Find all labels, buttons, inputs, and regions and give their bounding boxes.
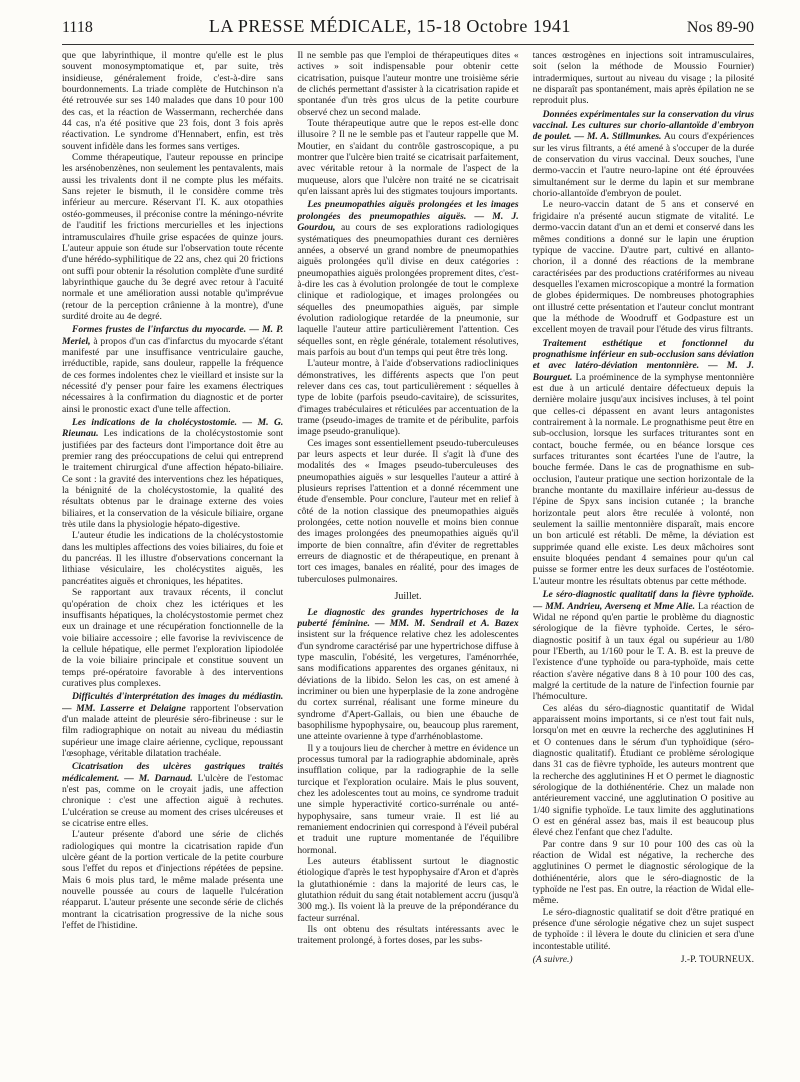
issue-number: Nos 89-90	[686, 19, 754, 36]
paragraph: Ces aléas du séro-diagnostic quantitatif de Widal apparaissent moins importants, si ce n'est tout fait nuls, lorsqu'on met en œuvre la recherche des agglutinines H et O contenues dans le sérum d'un typhoïdique (séro-diagnostic qualitatif). Étudiant ce problème sérologique dans 31 cas de fièvre typhoïde, les auteurs montrent que la recherche des agglutinines H et O permet le diagnostic sérologique de la dothiénentérie. Chez un malade non antérieurement vacciné, une agglutination O positive au 1/40 signifie typhoïde. Le taux limite des agglutinations O est en général assez bas, mais il est beaucoup plus élevé chez l'enfant que chez l'adulte.	[532, 702, 754, 839]
article-paragraph	[62, 324, 283, 415]
to-be-continued: (A suivre.)	[532, 954, 573, 966]
article-text: Les indications de la cholécystostomie sont justifiées par des facteurs dont l'importance doit être au premier rang des préoccupations de celui qui entreprend le traitement chirurgical d'une affection hépato-biliaire. Ce sont : la gravité des interventions chez les hépatiques, la bénignité de la cholécystostomie, la qualité des résultats obtenus par le drainage externe des voies biliaires, et la conservation de la vésicule biliaire, organe très utile dans la physiologie hépato-digestive.	[62, 428, 284, 531]
page-header	[62, 16, 754, 40]
article-heading: Cicatrisation des ulcères gastriques traités médicalement. — M. Darnaud.	[62, 761, 284, 784]
article-paragraph	[297, 199, 518, 358]
article-paragraph	[62, 761, 283, 829]
article-text: La réaction de Widal ne répond qu'en partie le problème du diagnostic sérologique de la fièvre typhoïde. Certes, le séro-diagnostic positif à un taux égal ou supérieur au 1/80 pour l'Eberth, au 1/160 pour le T. A. B. est la preuve de l'existence d'une typhoïde ou para-typhoïde, mais cette réaction s'avère négative dans 8 à 10 pour 100 des cas, malgré la certitude de la nature de l'infection fournie par l'hémoculture.	[532, 600, 754, 703]
article-paragraph	[533, 109, 754, 200]
paragraph: que que labyrinthique, il montre qu'elle est le plus souvent monosymptomatique et, par suite, très insidieuse, généralement froide, c'est-à-dire sans bourdonnements. La triade complète de Hutchinson n'a été retrouvée sur ses 140 malades que dans 10 pour 100 des cas, et la réaction de Wassermann, recherchée dans 44 cas, n'a été positive que 23 fois, dont 3 fois après réactivation. Le syndrome d'Hennabert, enfin, est très souvent infidèle dans les formes sans vertiges.	[62, 50, 284, 152]
article-text: à propos d'un cas d'infarctus du myocarde s'étant manifesté par une insuffisance ventriculaire gauche, irréductible, rapide, sans douleur, rappelle la fréquence de ces formes indolentes chez le vieillard et insiste sur la nécessité d'y penser pour faire les examens électriques nécessaires à la confirmation du diagnostic et de porter ainsi le pronostic exact d'une telle affection.	[62, 335, 284, 415]
article-heading: Difficultés d'interprétation des images du médiastin. — MM. Lasserre et Delaigne	[62, 691, 284, 714]
article-text: La proéminence de la symphyse mentonnière est due à un articulé dentaire défectueux depuis la dernière molaire jusqu'aux incisives incluses, à tel point que celles-ci dépassent en avant leurs antagonistes contrairement à la normale. Le prognathisme peut être en sub-occlusion, lorsque les surfaces triturantes sont en contact, bouche fermée, ou en béance lorsque ces surfaces triturantes sont écartées l'une de l'autre, la bouche fermée. Dans le cas de prognathisme en sub-occlusion, l'auteur pratique une section horizontale de la branche montante du maxillaire inférieur au-dessus de l'épine de Spyx sans incision cutanée ; la branche horizontale peut alors être reculée à volonté, non seulement la saillie mentonnière disparaît, mais encore un bon articulé est rétabli. De même, la déviation est supprimée quand elle existe. Les deux mâchoires sont ensuite bloquées pendant 4 semaines pour qu'un cal puisse se former entre les deux surfaces de l'ostéotomie. L'auteur montre les résultats obtenus par cette méthode.	[532, 371, 754, 587]
text-columns	[62, 50, 754, 1072]
paragraph: Ces images sont essentiellement pseudo-tuberculeuses par leurs aspects et leur durée. Il s'agit là d'une des modalités des « Images pseudo-tuberculeuses des pneumopathies aiguës » sur lesquelles l'auteur a attiré à plusieurs reprises l'attention et a donné récemment une étude d'ensemble. Pour conclure, l'auteur met en relief à côté de la notion classique des pneumopathies aiguës prolongées, cette notion nouvelle et moins bien connue des images prolongées des pneumopathies aiguës qu'il importe de bien connaître, afin d'éviter de regrettables erreurs de diagnostic et de thérapeutique, en prenant à tort ces images, banales en réalité, pour des images de tuberculoses pulmonaires.	[297, 437, 519, 585]
article-heading: Formes frustes de l'infarctus du myocarde. — M. P. Meriel,	[62, 324, 284, 347]
article-heading: Données expérimentales sur la conservation du virus vaccinal. Les cultures sur chorio-allantoïde d'embryon de poulet. — M. A. Stillmunkes.	[532, 108, 754, 143]
article-text: insistent sur la fréquence relative chez les adolescentes d'un syndrome caractérisé par une hypertrichose diffuse à type masculin, l'obésité, les vergetures, l'aménorrhée, sans modifications apparentes des organes génitaux, ni déviations de la libido. Selon les cas, on est amené à incriminer ou bien une hyperplasie de la zone androgène du cortex surrénal, réalisant une forme mineure du syndrome d'Apert-Gallais, ou bien une ébauche de basophilisme hypophysaire, ou, beaucoup plus rarement, une atteinte ovarienne à type d'arrhénoblastome.	[297, 629, 519, 743]
paragraph: tances œstrogènes en injections soit intramusculaires, soit (selon la méthode de Moussio Fournier) intradermiques, surtout au niveau du visage ; la pilosité ne disparaît pas spontanément, mais après épilation ne se reproduit plus.	[532, 50, 754, 107]
paragraph: Se rapportant aux travaux récents, il conclut qu'opération de choix chez les ictériques et les insuffisants hépatiques, la cholécystostomie permet chez eux un drainage et une récupération fonctionnelle de la voie biliaire accessoire ; elle favorise la reviviscence de la cellule hépatique, elle permet l'exploration lipiodolée de la voie biliaire principale et constitue souvent un temps pré-opératoire favorable à des interventions curatives plus complexes.	[62, 587, 284, 689]
article-paragraph	[297, 607, 518, 743]
paragraph: Il ne semble pas que l'emploi de thérapeutiques dites « actives » soit indispensable pour obtenir cette cicatrisation, puisque l'auteur montre une troisième série de clichés permettant d'assister à la cicatrisation rapide et spontanée d'un très gros ulcus de la petite courbure observé chez un second malade.	[297, 50, 519, 118]
author-signature: J.-P. TOURNEUX.	[680, 954, 754, 966]
paragraph: Par contre dans 9 sur 10 pour 100 des cas où la réaction de Widal est négative, la recherche des agglutinines O permet le diagnostic sérologique de la dothiénentérie, alors que le séro-diagnostic de la typhoïde ne l'est pas. En outre, la réaction de Widal elle-même.	[532, 838, 754, 907]
journal-title: LA PRESSE MÉDICALE, 15-18 Octobre 1941	[208, 16, 571, 36]
signature-line	[533, 954, 754, 965]
paragraph: Comme thérapeutique, l'auteur repousse en principe les arsénobenzènes, non seulement les pentavalents, mais aussi les trivalents dont il ne compte plus les méfaits. Sans rejeter le bismuth, il le considère comme très inférieur au mercure. Réservant l'I. K. aux otopathies ostéo-gommeuses, il préconise contre la méningo-névrite de l'auditif les frictions mercurielles et les injections intramusculaires d'huile grise espacées de quinze jours. L'auteur appuie son étude sur l'observation toute récente d'une hérédo-syphilitique de 22 ans, chez qui 20 frictions ont suffi pour obtenir la résolution complète d'une surdité labyrinthique gauche du 3e degré avec retour à l'acuité normale et une amélioration aussi notable qu'imprévue (retour de la perception crânienne à la montre), d'une surdité droite au 4e degré.	[62, 152, 284, 322]
paragraph: L'auteur étudie les indications de la cholécystostomie dans les multiples affections des voies biliaires, du foie et du pancréas. Il les illustre d'observations concernant la lithiase vésiculaire, les cholécystites aiguës, les pancréatites aiguës et chroniques, les hépatites.	[62, 530, 284, 587]
paragraph: Les auteurs établissent surtout le diagnostic étiologique d'après le test hypophysaire d'Aron et d'après la glutathionémie : dans la majorité de leurs cas, le glutathion réduit du sang était notablement accru (jusqu'à 300 mg.). Ils voient là la preuve de la prépondérance du facteur surrénal.	[297, 856, 519, 924]
article-heading: Traitement esthétique et fonctionnel du prognathisme inférieur en sub-occlusion sans déviation et avec latéro-déviation mentonnière. — M. J. Bourguet.	[532, 337, 754, 383]
article-paragraph	[533, 589, 754, 702]
paragraph: Ils ont obtenu des résultats intéressants avec le traitement prolongé, à fortes doses, par les subs-	[297, 924, 519, 947]
article-text: L'ulcère de l'estomac n'est pas, comme on le croyait jadis, une affection chronique : c'est une affection aiguë à rechutes. L'ulcération se creuse au moment des crises ulcéreuses et se cicatrise entre elles.	[62, 772, 284, 830]
paragraph: Le séro-diagnostic qualitatif se doit d'être pratiqué en présence d'une sérologie négative chez un sujet suspect de typhoïde : il lèvera le doute du clinicien et sera d'une incontestable utilité.	[532, 906, 754, 952]
article-heading: Le diagnostic des grandes hypertrichoses de la puberté féminine. — MM. M. Sendrail et A. Bazex	[297, 606, 519, 629]
article-paragraph	[62, 691, 283, 759]
month-heading: Juillet.	[394, 591, 422, 603]
paragraph: Le neuro-vaccin datant de 5 ans et conservé en frigidaire n'a présenté aucun stigmate de vitalité. Le dermo-vaccin datant d'un an et demi et conservé dans les mêmes conditions a donné sur le lapin une éruption typique de vaccine. D'autre part, cultivé en allanto-chorion, il a donné des réactions de la membrane caractérisées par des productions cratériformes au niveau desquelles l'examen microscopique a montré la formation de globes épidermiques. De nombreuses photographies ont illustré cette présentation et l'auteur conclut montrant que la méthode de Woodruff et Godpasture est un excellent moyen de travail pour l'étude des virus filtrants.	[532, 199, 754, 336]
article-text: au cours de ses explorations radiologiques systématiques des pneumopathies durant ces dernières années, a observé un grand nombre de pneumopathies aiguës prolongées qu'il divise en deux catégories : pneumopathies aiguës prolongées proprement dites, c'est-à-dire les cas à évolution prolongée de tout le complexe clinique et radiologique, et images prolongées ou séquelles des pneumopathies aiguës, par simple évolution radiologique retardée de la pneumonie, sur laquelle l'auteur attire particulièrement l'attention. Ces séquelles sont, en règle générale, totalement résolutives, mais parfois au bout d'un temps qui peut être très long.	[297, 222, 519, 358]
page-number: 1118	[62, 19, 93, 36]
header-rule	[62, 44, 754, 45]
column-3	[533, 50, 754, 1072]
article-text: Au cours d'expériences sur les virus filtrants, a été amené à s'occuper de la durée de conservation du virus vaccinal. Deux souches, l'une dermo-vaccin et l'autre neuro-lapine ont été éprouvées simultanément sur le derme du lapin et sur membrane chorio-allantoïde d'embryon de poulet.	[532, 131, 754, 200]
column-1	[62, 50, 283, 1072]
article-paragraph	[62, 417, 283, 530]
paragraph: L'auteur présente d'abord une série de clichés radiologiques qui montre la cicatrisation rapide d'un ulcère géant de la portion verticale de la petite courbure sous l'effet du repos et d'injections répétées de pepsine. Mais 6 mois plus tard, le même malade présenta une nouvelle poussée au cours de laquelle l'ulcération réapparut. L'auteur présente une seconde série de clichés montrant la cicatrisation progressive de la niche sous l'effet de l'histidine.	[62, 829, 284, 932]
article-text: rapportent l'observation d'un malade atteint de pleurésie séro-fibrineuse : sur le film radiographique on notait au niveau du médiastin supérieur une image claire aérienne, cyclique, repoussant l'œsophage, véritable dilatation trachéale.	[62, 702, 284, 759]
article-heading: Les pneumopathies aiguës prolongées et les images prolongées des pneumopathies aiguës. — M. J. Gourdou,	[297, 199, 519, 234]
article-heading: Le séro-diagnostic qualitatif dans la fièvre typhoïde. — MM. Andrieu, Aversenq et Mme Alie.	[532, 589, 754, 612]
paragraph: Toute thérapeutique autre que le repos est-elle donc illusoire ? Il ne le semble pas et l'auteur rappelle que M. Moutier, en s'aidant du contrôle gastroscopique, a pu montrer que l'ulcère bien traité se cicatrisait parfaitement, avec véritable retour à la normale de l'aspect de la muqueuse, alors que l'ulcère non traité ne se cicatrisait qu'en laissant après lui des stigmates toujours importants.	[297, 118, 519, 198]
column-2	[297, 50, 518, 1072]
article-heading: Les indications de la cholécystostomie. — M. G. Rieunau.	[62, 417, 284, 440]
article-paragraph	[533, 338, 754, 588]
paragraph: Il y a toujours lieu de chercher à mettre en évidence un processus tumoral par la radiographie abdominale, après insufflation colique, par la radiographie de la selle turcique et l'exploration oculaire. Mais le plus souvent, chez les adolescentes tout au moins, ce syndrome traduit une simple hyperactivité cortico-surrénale ou anté-hypophysaire, sans tumeur vraie. Il est lié au remaniement endocrinien qui correspond à l'éveil pubéral et traduit une rupture momentanée de l'équilibre hormonal.	[297, 742, 519, 856]
paragraph: L'auteur montre, à l'aide d'observations radiocliniques démonstratives, les différents aspects que l'on peut relever dans ces cas, tout particulièrement : séquelles à type de lobite (parfois pseudo-cavitaire), de scissurites, d'images trabéculaires et réticulées par accentuation de la trame (pseudo-images de tramite et de péribulite, parfois image pseudo-granulique).	[297, 358, 519, 438]
